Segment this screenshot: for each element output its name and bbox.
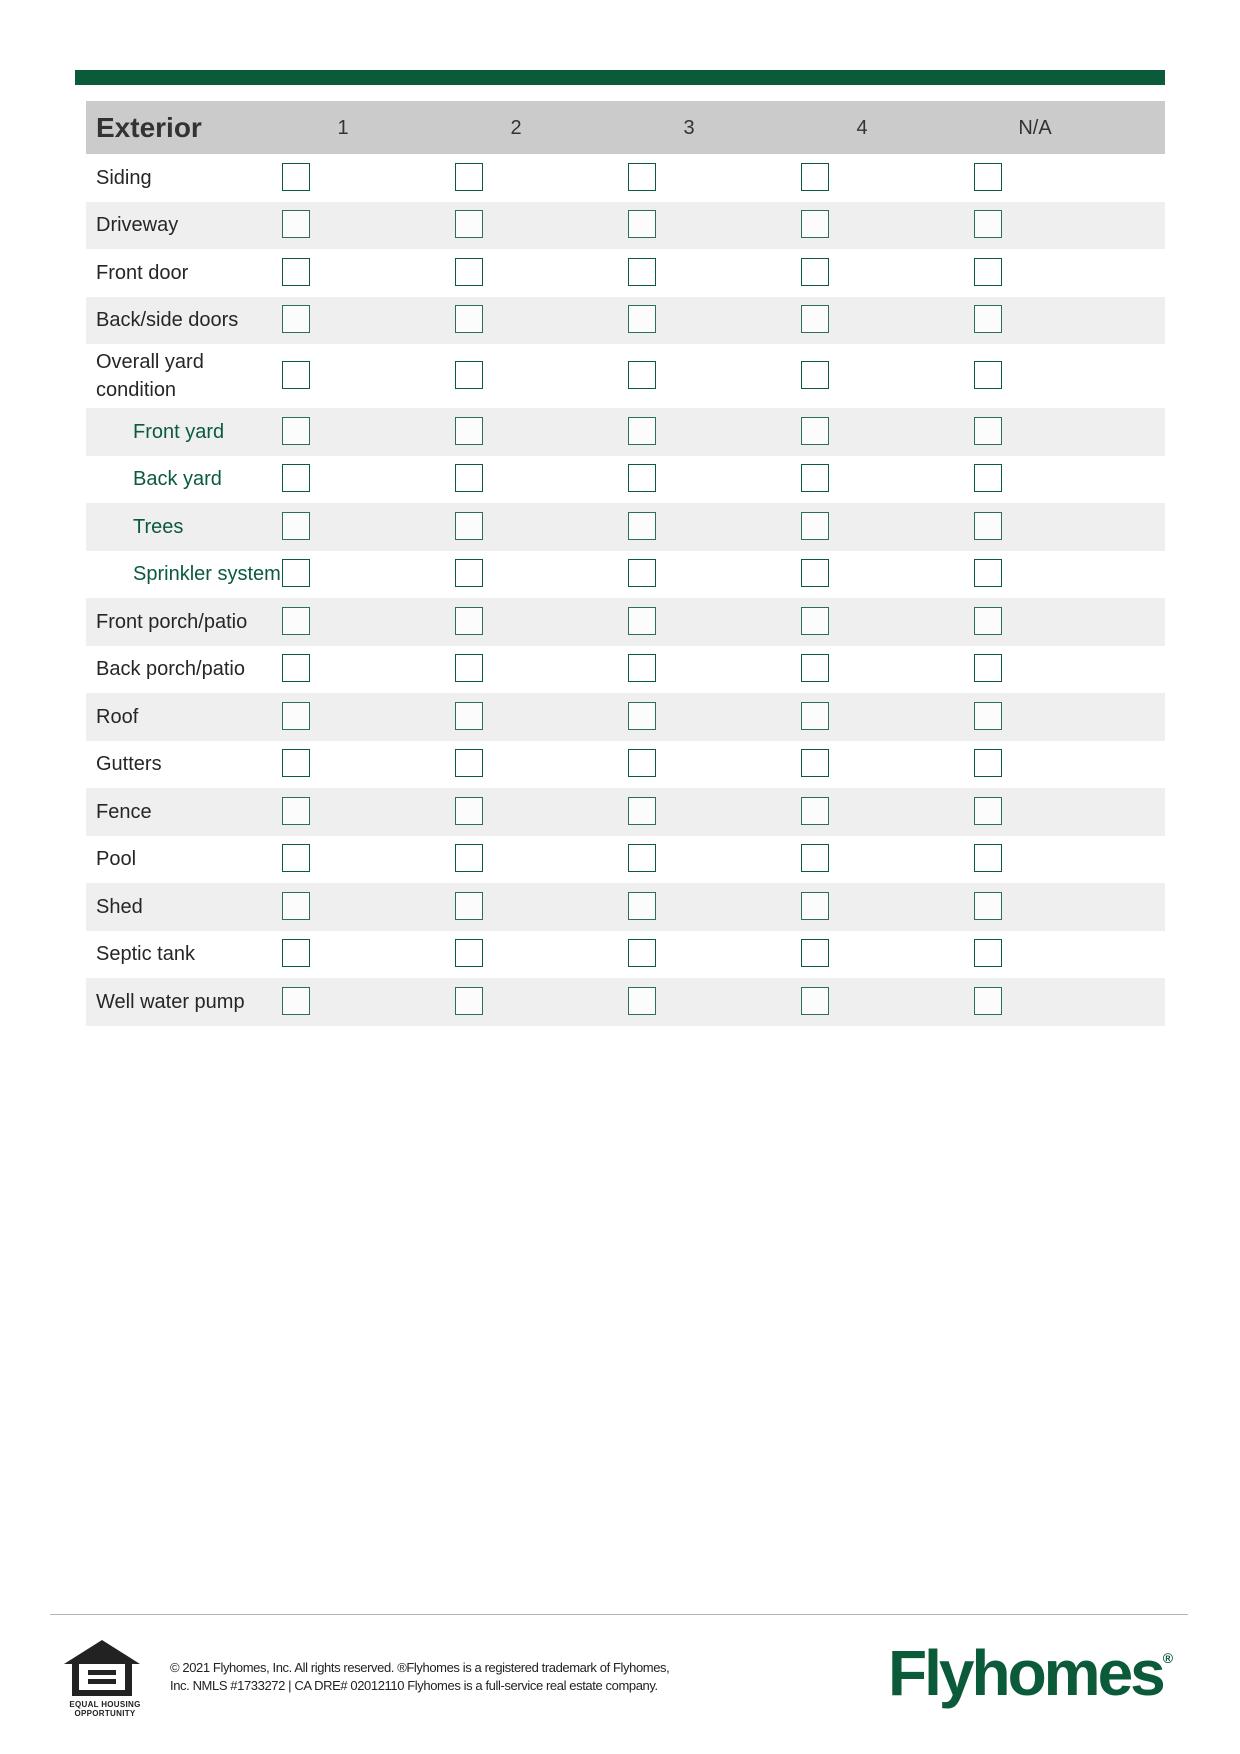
row-label: Back/side doors (96, 309, 239, 332)
rating-checkbox-2[interactable] (455, 892, 483, 920)
rating-checkbox-1[interactable] (282, 361, 310, 389)
top-accent-bar (75, 70, 1165, 85)
rating-checkbox-na[interactable] (974, 749, 1002, 777)
rating-checkbox-4[interactable] (801, 258, 829, 286)
rating-checkbox-4[interactable] (801, 464, 829, 492)
rating-checkbox-2[interactable] (455, 305, 483, 333)
rating-checkbox-na[interactable] (974, 939, 1002, 967)
rating-checkbox-2[interactable] (455, 797, 483, 825)
rating-checkbox-3[interactable] (628, 305, 656, 333)
rating-checkbox-1[interactable] (282, 749, 310, 777)
table-row (86, 249, 1165, 297)
rating-checkbox-na[interactable] (974, 654, 1002, 682)
rating-checkbox-1[interactable] (282, 417, 310, 445)
rating-checkbox-na[interactable] (974, 844, 1002, 872)
rating-checkbox-2[interactable] (455, 210, 483, 238)
rating-checkbox-1[interactable] (282, 258, 310, 286)
rating-checkbox-na[interactable] (974, 512, 1002, 540)
rating-checkbox-1[interactable] (282, 464, 310, 492)
row-label: Overall yard condition (96, 351, 204, 401)
rating-checkbox-3[interactable] (628, 654, 656, 682)
logo-wordmark: Flyhomes (888, 1637, 1163, 1709)
rating-checkbox-na[interactable] (974, 305, 1002, 333)
table-row (86, 978, 1165, 1026)
rating-checkbox-2[interactable] (455, 654, 483, 682)
rating-checkbox-na[interactable] (974, 417, 1002, 445)
rating-checkbox-3[interactable] (628, 559, 656, 587)
rating-checkbox-4[interactable] (801, 702, 829, 730)
rating-checkbox-1[interactable] (282, 987, 310, 1015)
column-header-3: 3 (683, 117, 695, 139)
rating-checkbox-3[interactable] (628, 607, 656, 635)
table-body (86, 154, 1165, 1026)
rating-checkbox-3[interactable] (628, 939, 656, 967)
rating-checkbox-2[interactable] (455, 417, 483, 445)
table-row (86, 741, 1165, 789)
table-header (86, 101, 1165, 154)
rating-checkbox-4[interactable] (801, 417, 829, 445)
rating-checkbox-2[interactable] (455, 163, 483, 191)
column-header-na: N/A (1018, 117, 1052, 139)
rating-checkbox-4[interactable] (801, 512, 829, 540)
table-row (86, 693, 1165, 741)
rating-checkbox-3[interactable] (628, 417, 656, 445)
rating-checkbox-3[interactable] (628, 464, 656, 492)
rating-checkbox-3[interactable] (628, 163, 656, 191)
table-row (86, 788, 1165, 836)
rating-checkbox-2[interactable] (455, 749, 483, 777)
rating-checkbox-4[interactable] (801, 892, 829, 920)
rating-checkbox-na[interactable] (974, 361, 1002, 389)
rating-checkbox-na[interactable] (974, 464, 1002, 492)
rating-checkbox-1[interactable] (282, 512, 310, 540)
rating-checkbox-4[interactable] (801, 163, 829, 191)
row-label: Back yard (133, 468, 222, 491)
rating-checkbox-1[interactable] (282, 844, 310, 872)
rating-checkbox-4[interactable] (801, 559, 829, 587)
registered-mark: ® (1162, 1650, 1174, 1666)
rating-checkbox-1[interactable] (282, 210, 310, 238)
rating-checkbox-2[interactable] (455, 702, 483, 730)
rating-checkbox-1[interactable] (282, 892, 310, 920)
rating-checkbox-4[interactable] (801, 939, 829, 967)
row-label: Front door (96, 261, 189, 284)
table-row (86, 297, 1165, 345)
row-label: Front yard (133, 420, 225, 443)
row-label: Well water pump (96, 990, 245, 1013)
rating-checkbox-4[interactable] (801, 749, 829, 777)
row-label: Roof (96, 705, 139, 728)
rating-checkbox-na[interactable] (974, 892, 1002, 920)
rating-checkbox-1[interactable] (282, 702, 310, 730)
legal-notice: © 2021 Flyhomes, Inc. All rights reserved. ®Flyhomes is a registered trademark of Flyhomes, Inc. NMLS #1733272 | CA DRE# 02012110 Flyhomes is a full-service real estate company. (170, 1660, 670, 1693)
rating-checkbox-1[interactable] (282, 607, 310, 635)
rating-checkbox-na[interactable] (974, 702, 1002, 730)
flyhomes-logo (888, 1636, 1173, 1710)
table-row (86, 154, 1165, 202)
rating-checkbox-3[interactable] (628, 749, 656, 777)
rating-checkbox-1[interactable] (282, 654, 310, 682)
table-row (86, 202, 1165, 250)
row-label: Septic tank (96, 943, 195, 966)
rating-checkbox-2[interactable] (455, 559, 483, 587)
rating-checkbox-1[interactable] (282, 163, 310, 191)
rating-checkbox-na[interactable] (974, 210, 1002, 238)
rating-checkbox-3[interactable] (628, 987, 656, 1015)
rating-checkbox-na[interactable] (974, 987, 1002, 1015)
rating-checkbox-na[interactable] (974, 163, 1002, 191)
column-header-1: 1 (337, 117, 349, 139)
table-row (86, 344, 1165, 408)
rating-checkbox-1[interactable] (282, 939, 310, 967)
table-row (86, 551, 1165, 599)
table-row (86, 836, 1165, 884)
row-label: Shed (96, 895, 143, 918)
footer-divider (50, 1614, 1188, 1615)
rating-checkbox-3[interactable] (628, 892, 656, 920)
table-row (86, 408, 1165, 456)
rating-checkbox-4[interactable] (801, 305, 829, 333)
rating-checkbox-4[interactable] (801, 607, 829, 635)
row-label: Front porch/patio (96, 610, 248, 633)
column-header-4: 4 (856, 117, 868, 139)
rating-checkbox-3[interactable] (628, 258, 656, 286)
rating-checkbox-1[interactable] (282, 305, 310, 333)
rating-checkbox-2[interactable] (455, 464, 483, 492)
row-label: Trees (133, 515, 184, 538)
row-label: Gutters (96, 753, 162, 776)
rating-checkbox-2[interactable] (455, 607, 483, 635)
equal-housing-label: EQUAL HOUSING OPPORTUNITY (69, 1700, 141, 1718)
table-row (86, 931, 1165, 979)
rating-checkbox-3[interactable] (628, 512, 656, 540)
rating-checkbox-na[interactable] (974, 559, 1002, 587)
table-row (86, 598, 1165, 646)
rating-checkbox-4[interactable] (801, 210, 829, 238)
row-label: Pool (96, 848, 137, 871)
rating-checkbox-3[interactable] (628, 797, 656, 825)
row-label: Driveway (96, 214, 179, 237)
rating-checkbox-2[interactable] (455, 844, 483, 872)
rating-checkbox-4[interactable] (801, 361, 829, 389)
rating-checkbox-1[interactable] (282, 797, 310, 825)
table-row (86, 503, 1165, 551)
exterior-checklist-table (86, 101, 1165, 1026)
column-header-2: 2 (510, 117, 522, 139)
table-row (86, 456, 1165, 504)
rating-checkbox-4[interactable] (801, 987, 829, 1015)
rating-checkbox-2[interactable] (455, 512, 483, 540)
row-label: Back porch/patio (96, 658, 245, 681)
rating-checkbox-2[interactable] (455, 258, 483, 286)
rating-checkbox-4[interactable] (801, 797, 829, 825)
table-row (86, 646, 1165, 694)
rating-checkbox-3[interactable] (628, 844, 656, 872)
rating-checkbox-na[interactable] (974, 797, 1002, 825)
rating-checkbox-2[interactable] (455, 987, 483, 1015)
rating-checkbox-2[interactable] (455, 939, 483, 967)
section-title: Exterior (96, 112, 202, 143)
rating-checkbox-1[interactable] (282, 559, 310, 587)
row-label: Sprinkler system (133, 563, 281, 586)
table-row (86, 883, 1165, 931)
rating-checkbox-3[interactable] (628, 702, 656, 730)
rating-checkbox-3[interactable] (628, 361, 656, 389)
rating-checkbox-4[interactable] (801, 654, 829, 682)
row-label: Fence (96, 800, 152, 823)
rating-checkbox-2[interactable] (455, 361, 483, 389)
row-label: Siding (96, 166, 152, 189)
rating-checkbox-3[interactable] (628, 210, 656, 238)
rating-checkbox-na[interactable] (974, 607, 1002, 635)
rating-checkbox-4[interactable] (801, 844, 829, 872)
rating-checkbox-na[interactable] (974, 258, 1002, 286)
